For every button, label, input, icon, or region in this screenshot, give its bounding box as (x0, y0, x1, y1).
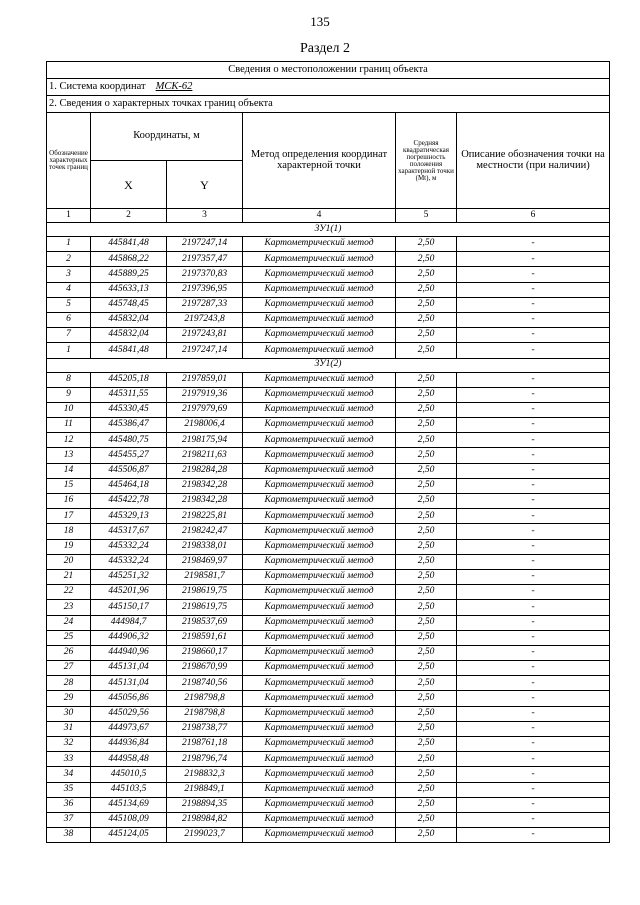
cell-description: - (457, 676, 610, 691)
table-row (47, 676, 610, 691)
cell-method: Картометрический метод (243, 661, 396, 676)
cell-x-coord: 445103,5 (91, 782, 167, 797)
cell-y-coord: 2197247,14 (167, 343, 243, 358)
cell-mt-error: 2,50 (396, 402, 457, 417)
table-row (47, 706, 610, 721)
group-header (47, 358, 610, 372)
cell-method: Картометрический метод (243, 630, 396, 645)
cell-method: Картометрический метод (243, 418, 396, 433)
cell-x-coord: 445251,32 (91, 569, 167, 584)
cell-method: Картометрический метод (243, 237, 396, 252)
col-number: 4 (243, 209, 396, 223)
cell-y-coord: 2197243,8 (167, 312, 243, 327)
cell-x-coord: 445386,47 (91, 418, 167, 433)
cell-mt-error: 2,50 (396, 509, 457, 524)
cell-mt-error: 2,50 (396, 828, 457, 843)
cell-y-coord: 2198832,3 (167, 767, 243, 782)
cell-mt-error: 2,50 (396, 343, 457, 358)
cell-description: - (457, 782, 610, 797)
table-row (47, 463, 610, 478)
cell-method: Картометрический метод (243, 721, 396, 736)
table-row (47, 448, 610, 463)
cell-y-coord: 2198225,81 (167, 509, 243, 524)
cell-mt-error: 2,50 (396, 478, 457, 493)
boundary-table (46, 61, 610, 843)
cell-mt-error: 2,50 (396, 554, 457, 569)
table-row (47, 418, 610, 433)
cell-description: - (457, 737, 610, 752)
cell-description: - (457, 752, 610, 767)
header-method: Метод определения координат характерной точки (243, 113, 396, 209)
cell-description: - (457, 433, 610, 448)
table-row (47, 737, 610, 752)
table-row (47, 267, 610, 282)
cell-point-id: 10 (47, 402, 91, 417)
cell-method: Картометрический метод (243, 312, 396, 327)
table-row (47, 478, 610, 493)
cell-x-coord: 445868,22 (91, 252, 167, 267)
table-row (47, 402, 610, 417)
cell-description: - (457, 402, 610, 417)
header-y: Y (167, 161, 243, 209)
cell-mt-error: 2,50 (396, 600, 457, 615)
coord-system-label: 1. Система координат (49, 80, 146, 92)
cell-point-id: 8 (47, 372, 91, 387)
cell-mt-error: 2,50 (396, 328, 457, 343)
cell-description: - (457, 706, 610, 721)
cell-y-coord: 2197919,36 (167, 387, 243, 402)
group-header (47, 223, 610, 237)
cell-description: - (457, 282, 610, 297)
cell-method: Картометрический метод (243, 782, 396, 797)
cell-mt-error: 2,50 (396, 782, 457, 797)
cell-y-coord: 2197287,33 (167, 297, 243, 312)
cell-mt-error: 2,50 (396, 524, 457, 539)
cell-mt-error: 2,50 (396, 463, 457, 478)
cell-point-id: 16 (47, 494, 91, 509)
cell-mt-error: 2,50 (396, 267, 457, 282)
cell-y-coord: 2198591,61 (167, 630, 243, 645)
cell-x-coord: 445131,04 (91, 661, 167, 676)
cell-mt-error: 2,50 (396, 706, 457, 721)
cell-y-coord: 2198006,4 (167, 418, 243, 433)
cell-description: - (457, 767, 610, 782)
cell-description: - (457, 478, 610, 493)
table-row (47, 297, 610, 312)
cell-method: Картометрический метод (243, 252, 396, 267)
cell-x-coord: 445841,48 (91, 343, 167, 358)
cell-method: Картометрический метод (243, 585, 396, 600)
cell-method: Картометрический метод (243, 267, 396, 282)
cell-mt-error: 2,50 (396, 812, 457, 827)
cell-point-id: 20 (47, 554, 91, 569)
cell-description: - (457, 645, 610, 660)
cell-method: Картометрический метод (243, 706, 396, 721)
group-name: ЗУ1(2) (47, 358, 610, 372)
cell-point-id: 6 (47, 312, 91, 327)
cell-x-coord: 445455,27 (91, 448, 167, 463)
table-row (47, 252, 610, 267)
cell-description: - (457, 661, 610, 676)
cell-method: Картометрический метод (243, 737, 396, 752)
cell-description: - (457, 539, 610, 554)
cell-method: Картометрический метод (243, 569, 396, 584)
cell-point-id: 14 (47, 463, 91, 478)
cell-description: - (457, 721, 610, 736)
cell-mt-error: 2,50 (396, 676, 457, 691)
cell-x-coord: 445205,18 (91, 372, 167, 387)
cell-method: Картометрический метод (243, 691, 396, 706)
cell-y-coord: 2198894,35 (167, 797, 243, 812)
cell-x-coord: 444984,7 (91, 615, 167, 630)
cell-mt-error: 2,50 (396, 721, 457, 736)
cell-mt-error: 2,50 (396, 752, 457, 767)
cell-y-coord: 2197247,14 (167, 237, 243, 252)
cell-x-coord: 445201,96 (91, 585, 167, 600)
cell-description: - (457, 494, 610, 509)
table-row (47, 509, 610, 524)
cell-x-coord: 445317,67 (91, 524, 167, 539)
table-row (47, 600, 610, 615)
group-name: ЗУ1(1) (47, 223, 610, 237)
cell-description: - (457, 797, 610, 812)
cell-method: Картометрический метод (243, 797, 396, 812)
cell-method: Картометрический метод (243, 539, 396, 554)
cell-mt-error: 2,50 (396, 569, 457, 584)
table-row (47, 343, 610, 358)
cell-point-id: 11 (47, 418, 91, 433)
col-number: 5 (396, 209, 457, 223)
cell-method: Картометрический метод (243, 372, 396, 387)
table-row (47, 328, 610, 343)
cell-description: - (457, 312, 610, 327)
cell-point-id: 15 (47, 478, 91, 493)
cell-y-coord: 2198984,82 (167, 812, 243, 827)
cell-mt-error: 2,50 (396, 737, 457, 752)
cell-point-id: 5 (47, 297, 91, 312)
cell-point-id: 12 (47, 433, 91, 448)
cell-x-coord: 445056,86 (91, 691, 167, 706)
cell-method: Картометрический метод (243, 509, 396, 524)
cell-description: - (457, 585, 610, 600)
table-row (47, 282, 610, 297)
table-row (47, 797, 610, 812)
cell-point-id: 24 (47, 615, 91, 630)
cell-x-coord: 445832,04 (91, 328, 167, 343)
table-row (47, 554, 610, 569)
cell-y-coord: 2198849,1 (167, 782, 243, 797)
table-row (47, 691, 610, 706)
table-row (47, 539, 610, 554)
cell-description: - (457, 252, 610, 267)
cell-point-id: 18 (47, 524, 91, 539)
cell-mt-error: 2,50 (396, 767, 457, 782)
cell-description: - (457, 600, 610, 615)
cell-description: - (457, 828, 610, 843)
cell-y-coord: 2198338,01 (167, 539, 243, 554)
cell-description: - (457, 569, 610, 584)
cell-description: - (457, 463, 610, 478)
cell-method: Картометрический метод (243, 387, 396, 402)
cell-method: Картометрический метод (243, 463, 396, 478)
cell-method: Картометрический метод (243, 478, 396, 493)
cell-point-id: 7 (47, 328, 91, 343)
cell-x-coord: 444906,32 (91, 630, 167, 645)
cell-y-coord: 2198660,17 (167, 645, 243, 660)
cell-y-coord: 2197370,83 (167, 267, 243, 282)
cell-point-id: 37 (47, 812, 91, 827)
cell-method: Картометрический метод (243, 282, 396, 297)
table-row (47, 630, 610, 645)
cell-point-id: 28 (47, 676, 91, 691)
table-row (47, 433, 610, 448)
cell-method: Картометрический метод (243, 828, 396, 843)
cell-mt-error: 2,50 (396, 691, 457, 706)
cell-point-id: 31 (47, 721, 91, 736)
cell-description: - (457, 524, 610, 539)
cell-x-coord: 445422,78 (91, 494, 167, 509)
header-description: Описание обозначения точки на местности (при наличии) (457, 113, 610, 209)
cell-point-id: 1 (47, 343, 91, 358)
cell-x-coord: 445029,56 (91, 706, 167, 721)
cell-method: Картометрический метод (243, 615, 396, 630)
cell-mt-error: 2,50 (396, 448, 457, 463)
cell-point-id: 26 (47, 645, 91, 660)
cell-y-coord: 2198738,77 (167, 721, 243, 736)
header-coordinates: Координаты, м (91, 113, 243, 161)
cell-y-coord: 2198342,28 (167, 494, 243, 509)
cell-mt-error: 2,50 (396, 661, 457, 676)
cell-x-coord: 445150,17 (91, 600, 167, 615)
cell-x-coord: 445108,09 (91, 812, 167, 827)
cell-x-coord: 445332,24 (91, 539, 167, 554)
cell-point-id: 1 (47, 237, 91, 252)
col-number: 2 (91, 209, 167, 223)
cell-mt-error: 2,50 (396, 630, 457, 645)
cell-description: - (457, 509, 610, 524)
cell-point-id: 25 (47, 630, 91, 645)
cell-x-coord: 444940,96 (91, 645, 167, 660)
cell-description: - (457, 554, 610, 569)
cell-x-coord: 445841,48 (91, 237, 167, 252)
cell-mt-error: 2,50 (396, 615, 457, 630)
cell-point-id: 21 (47, 569, 91, 584)
table-row (47, 721, 610, 736)
cell-mt-error: 2,50 (396, 539, 457, 554)
cell-y-coord: 2197357,47 (167, 252, 243, 267)
cell-method: Картометрический метод (243, 600, 396, 615)
cell-x-coord: 445464,18 (91, 478, 167, 493)
cell-point-id: 34 (47, 767, 91, 782)
cell-y-coord: 2198670,99 (167, 661, 243, 676)
cell-method: Картометрический метод (243, 297, 396, 312)
cell-x-coord: 445010,5 (91, 767, 167, 782)
col-number: 3 (167, 209, 243, 223)
cell-point-id: 19 (47, 539, 91, 554)
cell-description: - (457, 691, 610, 706)
cell-x-coord: 445131,04 (91, 676, 167, 691)
cell-x-coord: 445329,13 (91, 509, 167, 524)
col-number: 6 (457, 209, 610, 223)
cell-point-id: 32 (47, 737, 91, 752)
cell-x-coord: 445332,24 (91, 554, 167, 569)
cell-method: Картометрический метод (243, 767, 396, 782)
cell-mt-error: 2,50 (396, 418, 457, 433)
table-row (47, 752, 610, 767)
table-row (47, 828, 610, 843)
cell-mt-error: 2,50 (396, 387, 457, 402)
table-row (47, 782, 610, 797)
cell-y-coord: 2198284,28 (167, 463, 243, 478)
cell-x-coord: 444936,84 (91, 737, 167, 752)
cell-method: Картометрический метод (243, 343, 396, 358)
cell-y-coord: 2198469,97 (167, 554, 243, 569)
cell-y-coord: 2198619,75 (167, 600, 243, 615)
cell-point-id: 38 (47, 828, 91, 843)
cell-x-coord: 445311,55 (91, 387, 167, 402)
coord-system-value: МСК-62 (155, 80, 193, 92)
cell-y-coord: 2198175,94 (167, 433, 243, 448)
section-title: Раздел 2 (299, 41, 351, 56)
cell-point-id: 33 (47, 752, 91, 767)
cell-y-coord: 2198242,47 (167, 524, 243, 539)
cell-point-id: 29 (47, 691, 91, 706)
table-row (47, 812, 610, 827)
cell-description: - (457, 343, 610, 358)
table-row (47, 645, 610, 660)
cell-y-coord: 2198796,74 (167, 752, 243, 767)
cell-description: - (457, 812, 610, 827)
cell-description: - (457, 297, 610, 312)
cell-mt-error: 2,50 (396, 494, 457, 509)
cell-mt-error: 2,50 (396, 645, 457, 660)
cell-x-coord: 445889,25 (91, 267, 167, 282)
cell-method: Картометрический метод (243, 402, 396, 417)
table-row (47, 372, 610, 387)
table-row (47, 661, 610, 676)
cell-description: - (457, 448, 610, 463)
cell-point-id: 3 (47, 267, 91, 282)
cell-x-coord: 444958,48 (91, 752, 167, 767)
cell-y-coord: 2198537,69 (167, 615, 243, 630)
cell-description: - (457, 387, 610, 402)
cell-mt-error: 2,50 (396, 585, 457, 600)
cell-method: Картометрический метод (243, 524, 396, 539)
header-point-designation: Обозначение характерных точек границ (47, 113, 91, 209)
cell-method: Картометрический метод (243, 645, 396, 660)
cell-mt-error: 2,50 (396, 282, 457, 297)
cell-mt-error: 2,50 (396, 237, 457, 252)
cell-mt-error: 2,50 (396, 372, 457, 387)
table-row (47, 585, 610, 600)
coord-system-row (47, 79, 610, 96)
cell-description: - (457, 267, 610, 282)
table-title: Сведения о местоположении границ объекта (47, 62, 610, 79)
cell-mt-error: 2,50 (396, 433, 457, 448)
cell-y-coord: 2198211,63 (167, 448, 243, 463)
table-row (47, 494, 610, 509)
cell-method: Картометрический метод (243, 433, 396, 448)
cell-method: Картометрический метод (243, 448, 396, 463)
points-section-title: 2. Сведения о характерных точках границ объекта (47, 96, 610, 113)
cell-point-id: 27 (47, 661, 91, 676)
cell-mt-error: 2,50 (396, 297, 457, 312)
cell-y-coord: 2198798,8 (167, 691, 243, 706)
cell-mt-error: 2,50 (396, 252, 457, 267)
header-mt-error: Средняя квадратическая погрешность положения характерной точки (Mt), м (396, 113, 457, 209)
cell-point-id: 13 (47, 448, 91, 463)
cell-y-coord: 2198619,75 (167, 585, 243, 600)
header-x: X (91, 161, 167, 209)
cell-point-id: 2 (47, 252, 91, 267)
cell-y-coord: 2199023,7 (167, 828, 243, 843)
cell-description: - (457, 328, 610, 343)
cell-x-coord: 445480,75 (91, 433, 167, 448)
cell-description: - (457, 237, 610, 252)
table-row (47, 312, 610, 327)
cell-mt-error: 2,50 (396, 797, 457, 812)
cell-y-coord: 2198342,28 (167, 478, 243, 493)
cell-mt-error: 2,50 (396, 312, 457, 327)
cell-x-coord: 445748,45 (91, 297, 167, 312)
cell-x-coord: 445506,87 (91, 463, 167, 478)
cell-y-coord: 2198740,56 (167, 676, 243, 691)
table-row (47, 767, 610, 782)
cell-y-coord: 2197396,95 (167, 282, 243, 297)
cell-y-coord: 2197243,81 (167, 328, 243, 343)
cell-y-coord: 2197979,69 (167, 402, 243, 417)
table-row (47, 615, 610, 630)
cell-point-id: 22 (47, 585, 91, 600)
cell-method: Картометрический метод (243, 676, 396, 691)
cell-x-coord: 445832,04 (91, 312, 167, 327)
cell-y-coord: 2197859,01 (167, 372, 243, 387)
page-number: 135 (310, 14, 330, 29)
cell-method: Картометрический метод (243, 812, 396, 827)
cell-method: Картометрический метод (243, 554, 396, 569)
cell-y-coord: 2198581,7 (167, 569, 243, 584)
cell-description: - (457, 372, 610, 387)
cell-point-id: 9 (47, 387, 91, 402)
cell-point-id: 23 (47, 600, 91, 615)
cell-description: - (457, 630, 610, 645)
cell-description: - (457, 418, 610, 433)
table-row (47, 237, 610, 252)
cell-method: Картометрический метод (243, 494, 396, 509)
cell-point-id: 30 (47, 706, 91, 721)
cell-method: Картометрический метод (243, 328, 396, 343)
cell-method: Картометрический метод (243, 752, 396, 767)
table-row (47, 569, 610, 584)
cell-point-id: 36 (47, 797, 91, 812)
cell-x-coord: 445134,69 (91, 797, 167, 812)
cell-point-id: 17 (47, 509, 91, 524)
cell-x-coord: 445330,45 (91, 402, 167, 417)
cell-description: - (457, 615, 610, 630)
cell-y-coord: 2198798,8 (167, 706, 243, 721)
table-row (47, 387, 610, 402)
table-row (47, 524, 610, 539)
cell-x-coord: 444973,67 (91, 721, 167, 736)
cell-y-coord: 2198761,18 (167, 737, 243, 752)
cell-x-coord: 445633,13 (91, 282, 167, 297)
cell-point-id: 4 (47, 282, 91, 297)
cell-x-coord: 445124,05 (91, 828, 167, 843)
col-number: 1 (47, 209, 91, 223)
cell-point-id: 35 (47, 782, 91, 797)
